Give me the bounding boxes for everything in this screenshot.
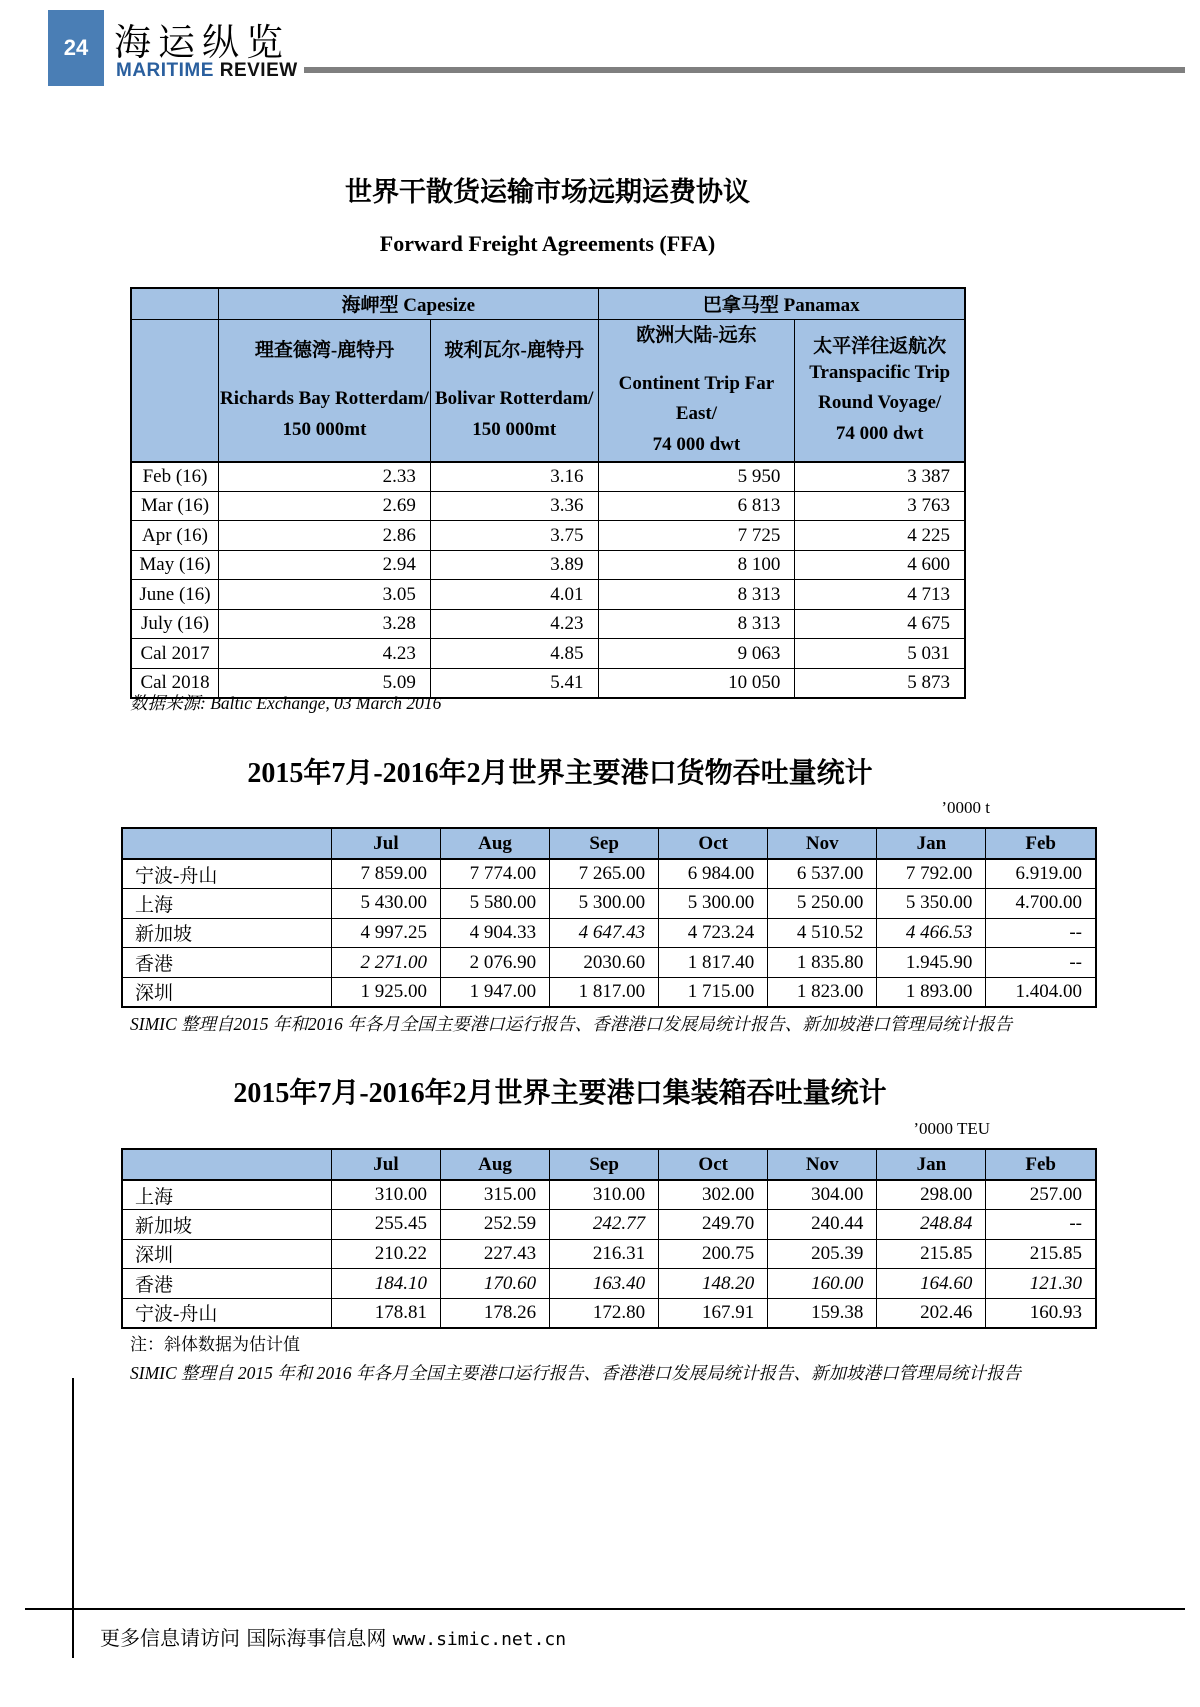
ffa-corner-cell	[131, 288, 219, 319]
cargo-throughput-table	[121, 827, 1097, 1008]
container-throughput-table	[121, 1148, 1097, 1329]
cargo_throughput-table-row	[122, 948, 1096, 978]
container_throughput-month-header: Sep	[550, 1149, 659, 1180]
ffa-table-row	[131, 550, 965, 580]
cargo_throughput-value-cell: 5 580.00	[441, 889, 550, 919]
cargo_throughput-value-cell: 2030.60	[550, 948, 659, 978]
container_throughput-value-cell: 202.46	[877, 1298, 986, 1328]
container_throughput-value-cell: 304.00	[768, 1180, 877, 1210]
ffa-title-cn: 世界干散货运输市场远期运费协议	[345, 177, 750, 207]
italic-estimate-note: 注：斜体数据为估计值	[130, 1335, 300, 1354]
container_throughput-value-cell: 178.26	[441, 1298, 550, 1328]
cargo-unit-note: ’0000 t	[941, 798, 990, 817]
cargo_throughput-value-cell: 5 350.00	[877, 889, 986, 919]
cargo_throughput-table-row	[122, 859, 1096, 889]
ffa-value-cell: 3.89	[430, 550, 598, 580]
ffa-column-header-en: Round Voyage/	[818, 392, 942, 414]
ffa-column-header	[430, 319, 598, 462]
ffa-value-cell: 5 950	[598, 462, 795, 492]
ffa-column-header-en: Transpacific Trip	[809, 361, 951, 383]
footer-url: www.simic.net.cn	[392, 1629, 567, 1650]
cargo_throughput-month-header: Nov	[768, 828, 877, 859]
cargo_throughput-value-cell: 1 893.00	[877, 977, 986, 1007]
cargo_throughput-value-cell: 6 537.00	[768, 859, 877, 889]
ffa-value-cell: 6 813	[598, 491, 795, 521]
container_throughput-value-cell: 215.85	[986, 1239, 1096, 1269]
container_throughput-value-cell: 148.20	[659, 1269, 768, 1299]
cargo_throughput-month-header: Sep	[550, 828, 659, 859]
container_throughput-value-cell: 257.00	[986, 1180, 1096, 1210]
container_throughput-value-cell: 315.00	[441, 1180, 550, 1210]
cargo_throughput-value-cell: 6.919.00	[986, 859, 1096, 889]
masthead-en-black: REVIEW	[219, 60, 298, 81]
masthead-title-en	[116, 60, 298, 82]
footer-text	[100, 1622, 566, 1651]
page-number-badge	[48, 10, 104, 86]
ffa-value-cell: 8 100	[598, 550, 795, 580]
footer-text-cn: 更多信息请访问 国际海事信息网	[100, 1626, 393, 1650]
ffa-column-header-en: Bolivar Rotterdam/	[434, 387, 594, 409]
container_throughput-month-header: Feb	[986, 1149, 1096, 1180]
ffa-column-header-cn: 玻利瓦尔-鹿特丹	[444, 339, 584, 361]
ffa-value-cell: 4.23	[430, 609, 598, 639]
cargo_throughput-value-cell: 4 510.52	[768, 918, 877, 948]
cargo_throughput-value-cell: 2 271.00	[331, 948, 440, 978]
footer-vertical-rule	[72, 1378, 74, 1658]
cargo_throughput-value-cell: 5 300.00	[659, 889, 768, 919]
ffa-row-label: Cal 2018	[131, 668, 219, 698]
container_throughput-value-cell: 159.38	[768, 1298, 877, 1328]
ffa-value-cell: 4 675	[795, 609, 965, 639]
container_throughput-value-cell: 302.00	[659, 1180, 768, 1210]
ffa-value-cell: 2.33	[219, 462, 431, 492]
cargo_throughput-value-cell: 1.404.00	[986, 977, 1096, 1007]
cargo_throughput-table-row	[122, 918, 1096, 948]
ffa-value-cell: 3.16	[430, 462, 598, 492]
container_throughput-month-header: Aug	[441, 1149, 550, 1180]
cargo_throughput-value-cell: 1 817.00	[550, 977, 659, 1007]
ffa-table-row	[131, 639, 965, 669]
cargo_throughput-table-row	[122, 977, 1096, 1007]
cargo_throughput-value-cell: 4 466.53	[877, 918, 986, 948]
ffa-value-cell: 4 713	[795, 580, 965, 610]
ffa-value-cell: 5.09	[219, 668, 431, 698]
cargo_throughput-month-header: Oct	[659, 828, 768, 859]
container_throughput-value-cell: 178.81	[331, 1298, 440, 1328]
cargo_throughput-value-cell: 7 859.00	[331, 859, 440, 889]
container_throughput-value-cell: 298.00	[877, 1180, 986, 1210]
ffa-row-label: Cal 2017	[131, 639, 219, 669]
ffa-column-header	[598, 319, 795, 462]
masthead-rule	[304, 67, 1185, 73]
ffa-column-header-en: 150 000mt	[472, 418, 557, 440]
ffa-value-cell: 4.85	[430, 639, 598, 669]
container_throughput-table-row	[122, 1239, 1096, 1269]
cargo_throughput-value-cell: 7 774.00	[441, 859, 550, 889]
container_throughput-port-name: 新加坡	[122, 1210, 331, 1240]
ffa-group-header: 海岬型 Capesize	[219, 288, 598, 319]
ffa-column-header-cn: 太平洋往返航次	[813, 335, 947, 357]
cargo_throughput-value-cell: --	[986, 918, 1096, 948]
cargo-throughput-title: 2015年7月-2016年2月世界主要港口货物吞吐量统计	[247, 758, 873, 789]
container_throughput-value-cell: 310.00	[331, 1180, 440, 1210]
cargo_throughput-value-cell: 5 300.00	[550, 889, 659, 919]
cargo_throughput-value-cell: 4 647.43	[550, 918, 659, 948]
ffa-table-row	[131, 521, 965, 551]
container_throughput-value-cell: 252.59	[441, 1210, 550, 1240]
container_throughput-value-cell: 215.85	[877, 1239, 986, 1269]
container_throughput-table-row	[122, 1180, 1096, 1210]
container_throughput-value-cell: 170.60	[441, 1269, 550, 1299]
container_throughput-value-cell: 242.77	[550, 1210, 659, 1240]
cargo_throughput-value-cell: 7 792.00	[877, 859, 986, 889]
container_throughput-table-row	[122, 1269, 1096, 1299]
ffa-value-cell: 3.36	[430, 491, 598, 521]
ffa-table-row	[131, 609, 965, 639]
ffa-table	[130, 287, 966, 699]
ffa-column-header-en: Richards Bay Rotterdam/	[219, 387, 429, 409]
container_throughput-port-name: 上海	[122, 1180, 331, 1210]
cargo_throughput-month-header: Jan	[877, 828, 986, 859]
cargo_throughput-value-cell: 4.700.00	[986, 889, 1096, 919]
container_throughput-value-cell: --	[986, 1210, 1096, 1240]
container_throughput-value-cell: 164.60	[877, 1269, 986, 1299]
ffa-table-row	[131, 462, 965, 492]
container-unit-note: ’0000 TEU	[913, 1119, 990, 1138]
ffa-title-en: Forward Freight Agreements (FFA)	[379, 231, 716, 256]
cargo_throughput-value-cell: 4 997.25	[331, 918, 440, 948]
ffa-value-cell: 5 873	[795, 668, 965, 698]
ffa-value-cell: 8 313	[598, 609, 795, 639]
ffa-value-cell: 10 050	[598, 668, 795, 698]
cargo_throughput-corner-cell	[122, 828, 331, 859]
container_throughput-value-cell: 216.31	[550, 1239, 659, 1269]
cargo_throughput-month-header: Aug	[441, 828, 550, 859]
cargo_throughput-port-name: 深圳	[122, 977, 331, 1007]
container_throughput-value-cell: 240.44	[768, 1210, 877, 1240]
ffa-group-header: 巴拿马型 Panamax	[598, 288, 965, 319]
cargo_throughput-value-cell: 4 904.33	[441, 918, 550, 948]
cargo_throughput-value-cell: 1 925.00	[331, 977, 440, 1007]
container_throughput-port-name: 宁波-舟山	[122, 1298, 331, 1328]
ffa-value-cell: 3.05	[219, 580, 431, 610]
cargo_throughput-value-cell: 6 984.00	[659, 859, 768, 889]
ffa-column-header	[219, 319, 431, 462]
container_throughput-value-cell: 249.70	[659, 1210, 768, 1240]
cargo_throughput-port-name: 上海	[122, 889, 331, 919]
container_throughput-value-cell: 200.75	[659, 1239, 768, 1269]
container_throughput-value-cell: 310.00	[550, 1180, 659, 1210]
container-throughput-title: 2015年7月-2016年2月世界主要港口集装箱吞吐量统计	[233, 1078, 887, 1109]
cargo_throughput-port-name: 香港	[122, 948, 331, 978]
ffa-value-cell: 4.23	[219, 639, 431, 669]
cargo_throughput-value-cell: 4 723.24	[659, 918, 768, 948]
cargo_throughput-value-cell: 1 823.00	[768, 977, 877, 1007]
container_throughput-value-cell: 121.30	[986, 1269, 1096, 1299]
page-number: 24	[63, 35, 89, 60]
ffa-corner-cell	[131, 319, 219, 462]
ffa-value-cell: 4.01	[430, 580, 598, 610]
ffa-value-cell: 3 387	[795, 462, 965, 492]
container_throughput-corner-cell	[122, 1149, 331, 1180]
container_throughput-month-header: Nov	[768, 1149, 877, 1180]
ffa-value-cell: 5 031	[795, 639, 965, 669]
ffa-row-label: Mar (16)	[131, 491, 219, 521]
ffa-column-header-en: Continent Trip Far East/	[618, 372, 775, 425]
ffa-value-cell: 7 725	[598, 521, 795, 551]
ffa-column-header-cn: 理查德湾-鹿特丹	[254, 339, 395, 361]
cargo-source-note: SIMIC 整理自2015 年和2016 年各月全国主要港口运行报告、香港港口发展局统计报告、新加坡港口管理局统计报告	[130, 1014, 1013, 1034]
ffa-value-cell: 3.75	[430, 521, 598, 551]
cargo_throughput-month-header: Jul	[331, 828, 440, 859]
container_throughput-value-cell: 172.80	[550, 1298, 659, 1328]
ffa-column-header-en: 74 000 dwt	[652, 434, 741, 456]
ffa-value-cell: 9 063	[598, 639, 795, 669]
ffa-value-cell: 2.94	[219, 550, 431, 580]
ffa-column-header-en: 74 000 dwt	[835, 423, 924, 445]
ffa-source-note: 数据来源: Baltic Exchange, 03 March 2016	[130, 693, 442, 713]
ffa-value-cell: 4 600	[795, 550, 965, 580]
container_throughput-value-cell: 227.43	[441, 1239, 550, 1269]
ffa-row-label: Apr (16)	[131, 521, 219, 551]
container_throughput-value-cell: 163.40	[550, 1269, 659, 1299]
ffa-row-label: May (16)	[131, 550, 219, 580]
container_throughput-value-cell: 160.00	[768, 1269, 877, 1299]
cargo_throughput-value-cell: 1 835.80	[768, 948, 877, 978]
ffa-column-header-en: 150 000mt	[282, 418, 367, 440]
ffa-row-label: June (16)	[131, 580, 219, 610]
cargo_throughput-value-cell: 7 265.00	[550, 859, 659, 889]
ffa-value-cell: 2.69	[219, 491, 431, 521]
cargo_throughput-value-cell: 5 250.00	[768, 889, 877, 919]
cargo_throughput-month-header: Feb	[986, 828, 1096, 859]
ffa-value-cell: 3 763	[795, 491, 965, 521]
masthead-title-cn: 海运纵览	[114, 23, 290, 64]
cargo_throughput-table-row	[122, 889, 1096, 919]
container_throughput-value-cell: 255.45	[331, 1210, 440, 1240]
container_throughput-value-cell: 205.39	[768, 1239, 877, 1269]
container_throughput-port-name: 香港	[122, 1269, 331, 1299]
container_throughput-value-cell: 210.22	[331, 1239, 440, 1269]
ffa-value-cell: 5.41	[430, 668, 598, 698]
ffa-row-label: Feb (16)	[131, 462, 219, 492]
container_throughput-month-header: Oct	[659, 1149, 768, 1180]
cargo_throughput-value-cell: 1 817.40	[659, 948, 768, 978]
cargo_throughput-value-cell: 1 947.00	[441, 977, 550, 1007]
ffa-value-cell: 4 225	[795, 521, 965, 551]
ffa-value-cell: 3.28	[219, 609, 431, 639]
footer-horizontal-rule	[25, 1608, 1185, 1610]
container_throughput-table-row	[122, 1298, 1096, 1328]
cargo_throughput-value-cell: --	[986, 948, 1096, 978]
ffa-value-cell: 8 313	[598, 580, 795, 610]
ffa-column-header	[795, 319, 965, 462]
container_throughput-month-header: Jul	[331, 1149, 440, 1180]
ffa-table-row	[131, 491, 965, 521]
ffa-column-header-cn: 欧洲大陆-远东	[636, 324, 757, 346]
ffa-table-row	[131, 580, 965, 610]
masthead-en-blue: MARITIME	[116, 60, 214, 81]
ffa-value-cell: 2.86	[219, 521, 431, 551]
container_throughput-value-cell: 167.91	[659, 1298, 768, 1328]
container_throughput-value-cell: 184.10	[331, 1269, 440, 1299]
container_throughput-port-name: 深圳	[122, 1239, 331, 1269]
cargo_throughput-value-cell: 1.945.90	[877, 948, 986, 978]
cargo_throughput-value-cell: 5 430.00	[331, 889, 440, 919]
container_throughput-value-cell: 160.93	[986, 1298, 1096, 1328]
cargo_throughput-port-name: 宁波-舟山	[122, 859, 331, 889]
container_throughput-month-header: Jan	[877, 1149, 986, 1180]
ffa-row-label: July (16)	[131, 609, 219, 639]
cargo_throughput-value-cell: 1 715.00	[659, 977, 768, 1007]
cargo_throughput-port-name: 新加坡	[122, 918, 331, 948]
container_throughput-value-cell: 248.84	[877, 1210, 986, 1240]
container_throughput-table-row	[122, 1210, 1096, 1240]
cargo_throughput-value-cell: 2 076.90	[441, 948, 550, 978]
container-source-note: SIMIC 整理自 2015 年和 2016 年各月全国主要港口运行报告、香港港口发展局统计报告、新加坡港口管理局统计报告	[130, 1363, 1022, 1383]
